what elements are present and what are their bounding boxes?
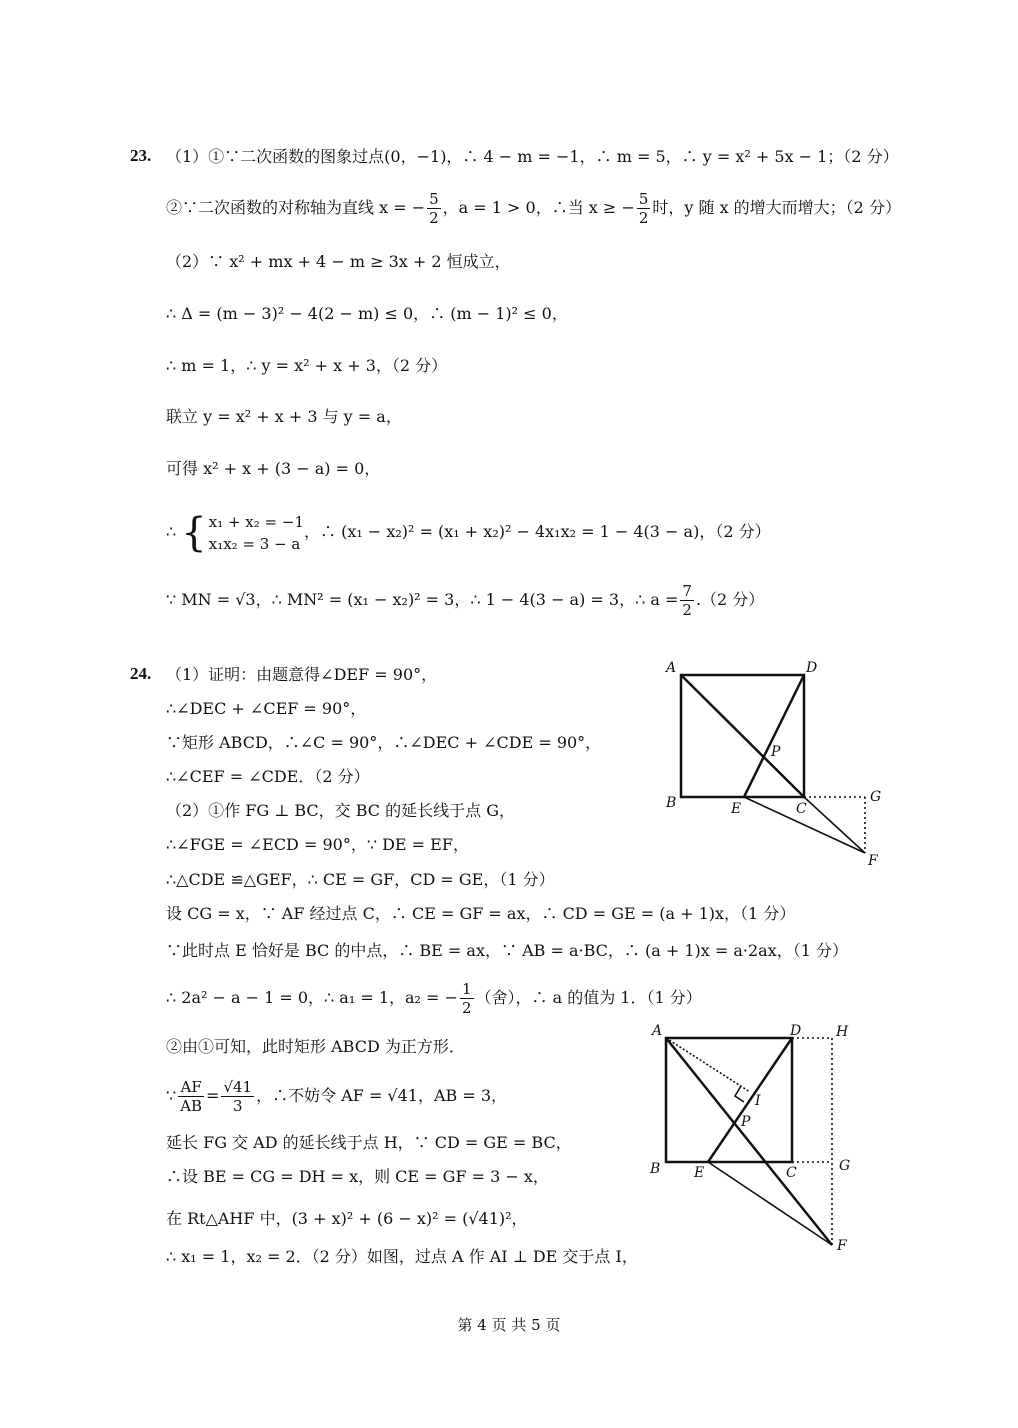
q23-line-2-text-a: ②∵二次函数的对称轴为直线 x = − [166,198,426,217]
system-row-2: x₁x₂ = 3 − a [208,534,301,553]
fraction-af-over-ab [178,1078,204,1115]
fraction-five-halves-2 [637,190,651,227]
geometry-figure-2 [644,1020,864,1258]
label-f: F [868,853,878,869]
q24-line-3: ∵矩形 ABCD，∴∠C = 90°，∴∠DEC + ∠CDE = 90°， [166,733,602,752]
q23-line-8 [166,508,771,556]
segment-af [666,1038,832,1245]
q24-line-5: （2）①作 FG ⊥ BC，交 BC 的延长线于点 G， [166,801,516,820]
q24-line-8: 设 CG = x，∵ AF 经过点 C，∴ CE = GF = ax，∴ CD = GE = (a + 1)x，（1 分） [166,904,796,923]
q23-line-6: 联立 y = x² + x + 3 与 y = a， [166,407,402,426]
numerator: 5 [638,190,649,208]
segment-de [744,675,804,797]
q23-line-1: （1）①∵二次函数的图象过点(0，−1)，∴ 4 − m = −1，∴ m = 5，∴ y = x² + 5x − 1；（2 分） [166,147,899,166]
label-i: I [755,1093,761,1109]
q24-line-9: ∵此时点 E 恰好是 BC 的中点，∴ BE = ax，∵ AB = a·BC，∴ (a + 1)x = a·2ax，（1 分） [166,941,848,960]
question-23-number: 23. [130,146,152,165]
fraction-one-half [460,980,474,1017]
q24-line-1: （1）证明：由题意得∠DEF = 90°， [166,665,438,684]
denominator: 2 [638,209,649,227]
q24-line-12-text: ，∴不妨令 AF = √41，AB = 3， [256,1086,508,1105]
label-b: B [650,1161,661,1177]
label-e: E [694,1165,705,1181]
q24-line-4: ∴∠CEF = ∠CDE．（2 分） [166,767,370,786]
label-a: A [652,1023,663,1039]
denominator: 2 [429,209,439,227]
label-c: C [786,1165,797,1181]
q24-line-10 [166,976,702,1020]
q23-line-3: （2）∵ x² + mx + 4 − m ≥ 3x + 2 恒成立， [166,252,511,271]
denominator: 2 [682,601,692,619]
q24-line-6: ∴∠FGE = ∠ECD = 90°，∵ DE = EF， [166,835,469,854]
page-footer: 第 4 页 共 5 页 [457,1316,561,1334]
segment-ac [681,675,804,797]
label-d: D [806,660,818,676]
q24-line-12 [166,1074,507,1118]
q24-line-11: ②由①可知，此时矩形 ABCD 为正方形． [166,1037,465,1056]
numerator: 7 [682,582,692,600]
therefore-symbol: ∴ [166,522,177,541]
numerator: 1 [461,980,472,998]
numerator: AF [180,1078,202,1096]
q24-line-16: ∴ x₁ = 1，x₂ = 2．（2 分）如图，过点 A 作 AI ⊥ DE 交于点 I， [166,1247,638,1266]
label-c: C [796,801,807,817]
label-b: B [666,795,677,811]
right-angle-mark [735,1086,744,1102]
label-g: G [839,1158,851,1174]
fraction-seven-halves [680,582,694,619]
q24-line-2: ∴∠DEC + ∠CEF = 90°， [166,699,367,718]
denominator: AB [180,1097,203,1115]
equation-system [181,511,304,555]
q23-line-5: ∴ m = 1，∴ y = x² + x + 3，（2 分） [166,356,448,375]
q23-line-7: 可得 x² + x + (3 − a) = 0， [166,459,381,478]
geometry-figure-1 [660,655,890,870]
denominator: 2 [461,999,472,1017]
left-brace: { [181,509,207,556]
label-g: G [870,789,882,805]
system-suffix: ，∴ (x₁ − x₂)² = (x₁ + x₂)² − 4x₁x₂ = 1 − 4(3 − a)，（2 分） [304,522,771,541]
q24-line-13: 延长 FG 交 AD 的延长线于点 H，∵ CD = GE = BC， [166,1133,572,1152]
system-row-1: x₁ + x₂ = −1 [208,512,305,531]
fraction-five-halves [427,190,441,227]
label-p: P [741,1114,751,1130]
q23-line-9-text-b: .（2 分） [695,590,765,609]
label-a: A [666,660,677,676]
denominator: 3 [233,1097,243,1115]
label-h: H [836,1024,849,1040]
q24-line-14: ∴设 BE = CG = DH = x，则 CE = GF = 3 − x， [166,1167,549,1186]
because-symbol: ∵ [166,1086,177,1105]
q23-line-2 [166,186,901,230]
numerator: √41 [223,1078,253,1096]
q23-line-2-text-b: ，a = 1 > 0，∴当 x ≥ − [442,198,635,217]
q23-line-2-text-c: 时，y 随 x 的增大而增大；（2 分） [652,198,901,217]
numerator: 5 [429,190,439,208]
q24-line-10-text-a: ∴ 2a² − a − 1 = 0，∴ a₁ = 1，a₂ = − [166,988,458,1007]
label-f: F [837,1238,847,1254]
label-d: D [790,1023,802,1039]
label-p: P [771,744,781,760]
segment-ai-dotted [666,1038,750,1092]
equals-sign: = [206,1086,220,1105]
q23-line-9-text-a: ∵ MN = √3，∴ MN² = (x₁ − x₂)² = 3，∴ 1 − 4(3 − a) = 3，∴ a = [166,590,679,609]
fraction-sqrt41-over-3 [221,1078,254,1115]
q24-line-7: ∴△CDE ≌△GEF，∴ CE = GF，CD = GE，（1 分） [166,870,555,889]
q23-line-4: ∴ Δ = (m − 3)² − 4(2 − m) ≤ 0，∴ (m − 1)² ≤ 0， [166,304,568,323]
q24-line-10-text-b: （舍），∴ a 的值为 1．（1 分） [475,988,702,1007]
question-24-number: 24. [130,664,152,683]
label-e: E [731,801,742,817]
q23-line-9 [166,578,764,622]
segment-cf [804,797,865,853]
q24-line-15: 在 Rt△AHF 中，(3 + x)² + (6 − x)² = (√41)²， [166,1209,528,1228]
square-abcd [666,1038,792,1162]
segment-ef [708,1162,832,1245]
